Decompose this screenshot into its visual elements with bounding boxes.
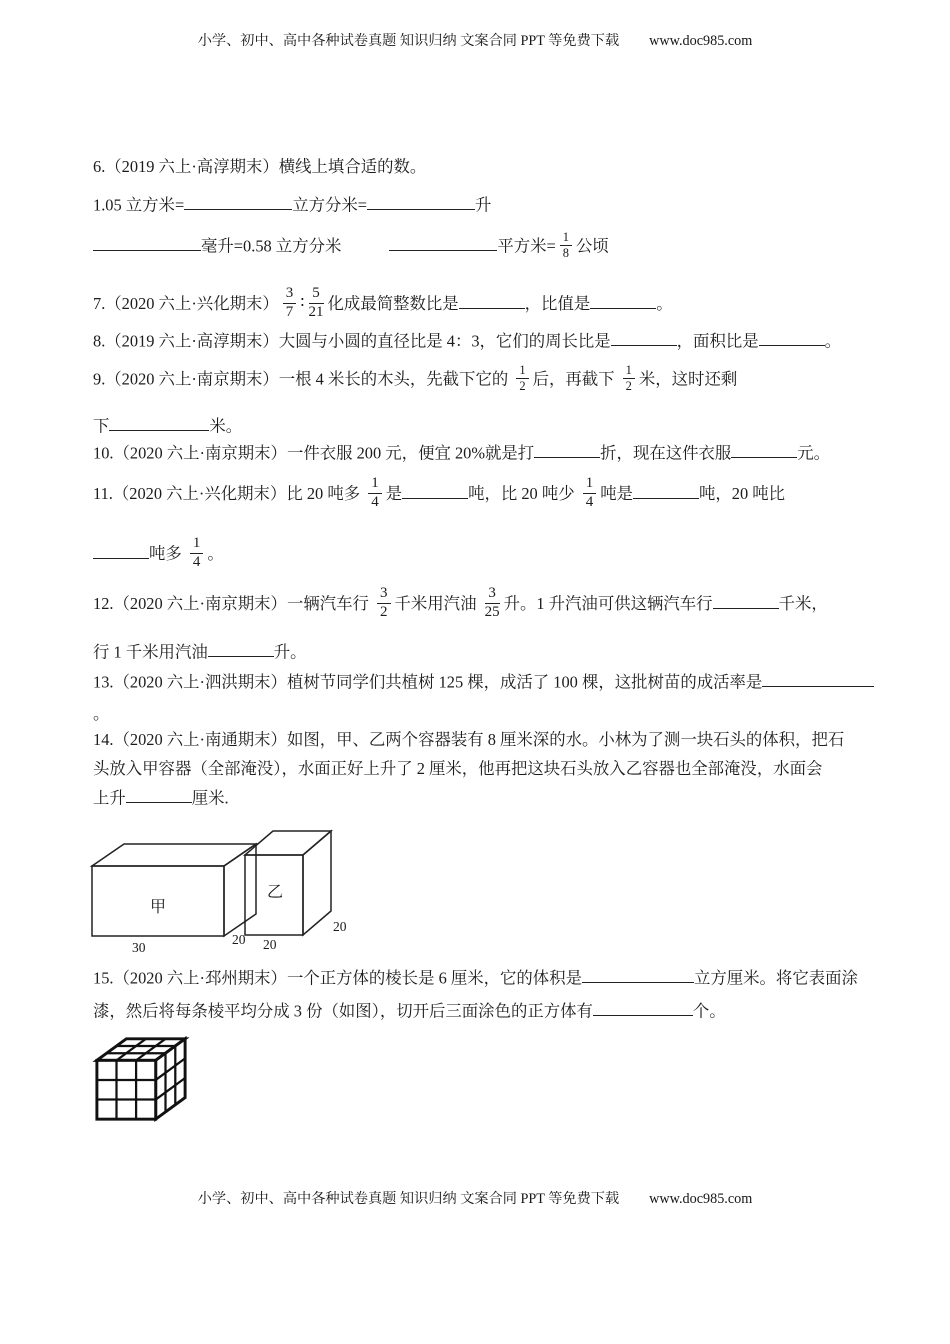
text-run: 折，现在这件衣服 (600, 443, 732, 463)
question-10-line-1 (93, 441, 830, 465)
text-run: 吨，比 20 吨少 (468, 484, 579, 504)
question-9-line-2 (93, 414, 242, 438)
cube-figure (92, 1032, 190, 1124)
fraction: $\frac{1}{8}$ (560, 231, 572, 260)
fraction: $\frac{5}{21}$ (308, 285, 324, 320)
text-run: 行 1 千米用汽油 (93, 642, 208, 662)
text-run: 12.（2020 六上·南京期末）一辆汽车行 (93, 594, 374, 614)
fraction: $\frac{1}{4}$ (583, 476, 597, 511)
answer-blank (93, 234, 201, 251)
text-run: 10.（2020 六上·南京期末）一件衣服 200 元，便宜 20%就是打 (93, 443, 535, 463)
answer-blank (126, 786, 192, 803)
question-12-line-2 (93, 640, 307, 664)
text-run: 是 (385, 484, 403, 504)
question-11-line-1 (93, 475, 786, 513)
fraction: $\frac{3}{2}$ (377, 586, 391, 621)
answer-blank (582, 966, 694, 983)
text-run: 下 (93, 416, 110, 436)
text-run: 。 (656, 294, 673, 314)
text-run: 1.05 立方米= (93, 195, 185, 215)
yi-side-face (303, 831, 331, 935)
fraction: $\frac{1}{2}$ (623, 364, 635, 393)
answer-blank (590, 292, 656, 309)
text-run: ∶ (300, 293, 305, 313)
answer-blank (93, 542, 149, 559)
text-run: 头放入甲容器（全部淹没），水面正好上升了 2 厘米，他再把这块石头放入乙容器也全部淹没，水面会 (93, 759, 823, 778)
page-header (0, 30, 950, 50)
question-11-line-2 (93, 535, 224, 573)
text-run: 元。 (797, 443, 831, 463)
question-14-line-2 (93, 757, 822, 781)
answer-blank (109, 414, 209, 431)
text-run: 8.（2019 六上·高淳期末）大圆与小圆的直径比是 4：3，它们的周长比是 (93, 331, 611, 351)
text-run: 吨是 (600, 484, 634, 504)
answer-blank (611, 329, 677, 346)
answer-blank (389, 234, 497, 251)
answer-blank (184, 193, 292, 210)
answer-blank (534, 441, 600, 458)
yi-bottom-dim: 20 (263, 937, 277, 951)
text-run: 9.（2020 六上·南京期末）一根 4 米长的木头，先截下它的 (93, 369, 513, 389)
container-jia-figure (88, 838, 260, 956)
fraction: $\frac{1}{2}$ (516, 364, 528, 393)
fraction: $\frac{3}{7}$ (283, 286, 297, 321)
text-run: 化成最简整数比是 (327, 294, 459, 314)
question-15-line-1 (93, 966, 858, 990)
text-run: 上升 (93, 788, 126, 808)
cube-front-face (97, 1060, 156, 1119)
text-run: 升。 (273, 642, 307, 662)
answer-blank (593, 999, 693, 1016)
header-url: www.doc985.com (649, 33, 753, 49)
answer-blank (759, 329, 825, 346)
text-run: 千米， (778, 594, 828, 614)
text-run: 平方米= (497, 236, 556, 256)
answer-blank (402, 482, 468, 499)
text-run: ，面积比是 (676, 331, 759, 351)
text-run: 。 (824, 331, 842, 351)
question-14-line-1 (93, 728, 844, 752)
page-footer (0, 1188, 950, 1208)
text-run: 厘米. (191, 788, 229, 808)
answer-blank (208, 640, 274, 657)
yi-label: 乙 (267, 884, 284, 901)
text-run: 6.（2019 六上·高淳期末）横线上填合适的数。 (93, 157, 427, 176)
text-run: 7.（2020 六上·兴化期末） (93, 294, 279, 314)
text-run: 11.（2020 六上·兴化期末）比 20 吨多 (93, 484, 365, 504)
text-run: 15.（2020 六上·邳州期末）一个正方体的棱长是 6 厘米，它的体积是 (93, 968, 582, 988)
footer-url: www.doc985.com (649, 1191, 753, 1207)
text-run: ，比值是 (524, 294, 591, 314)
yi-side-dim: 20 (333, 919, 347, 934)
question-7-line-1 (93, 285, 673, 323)
question-13-line-2 (93, 702, 109, 726)
fraction: $\frac{3}{25}$ (484, 585, 500, 620)
question-12-line-1 (93, 585, 828, 623)
text-run: 米。 (209, 416, 243, 436)
jia-side-dim: 20 (232, 932, 246, 947)
fraction: $\frac{1}{4}$ (190, 536, 204, 571)
question-6-line-3 (93, 230, 609, 262)
question-9-line-1 (93, 363, 738, 395)
header-text: 小学、初中、高中各种试卷真题 知识归纳 文案合同 PPT 等免费下载 (197, 33, 620, 49)
answer-blank (459, 292, 525, 309)
text-run: 个。 (692, 1001, 726, 1021)
question-8-line-1 (93, 329, 841, 353)
footer-text: 小学、初中、高中各种试卷真题 知识归纳 文案合同 PPT 等免费下载 (197, 1191, 620, 1207)
fraction: $\frac{1}{4}$ (368, 476, 382, 511)
jia-label: 甲 (150, 899, 167, 916)
question-13-line-1 (93, 670, 874, 694)
answer-blank (367, 193, 475, 210)
answer-blank (762, 670, 874, 687)
text-run: 吨多 (149, 544, 186, 564)
question-6-line-1 (93, 155, 426, 179)
text-run: 14.（2020 六上·南通期末）如图，甲、乙两个容器装有 8 厘米深的水。小林为了测一块石头的体积，把石 (93, 730, 845, 749)
text-run: 升 (475, 195, 492, 215)
text-run: 后，再截下 (532, 369, 619, 389)
answer-blank (713, 592, 779, 609)
text-run: 漆，然后将每条棱平均分成 3 份（如图），切开后三面涂色的正方体有 (93, 1001, 593, 1021)
text-run: 毫升=0.58 立方分米 (201, 236, 342, 256)
jia-top-face (92, 844, 256, 866)
text-run: 升。1 升汽油可供这辆汽车行 (503, 594, 713, 614)
text-run: 千米用汽油 (394, 594, 481, 614)
text-run: 。 (93, 704, 110, 723)
text-run: 立方厘米。将它表面涂 (693, 968, 858, 988)
answer-blank (731, 441, 797, 458)
text-run: 。 (207, 544, 224, 564)
question-6-line-2 (93, 193, 491, 217)
question-14-line-3 (93, 786, 229, 810)
text-run: 吨，20 吨比 (699, 484, 786, 504)
text-run: 米，这时还剩 (638, 369, 738, 389)
answer-blank (633, 482, 699, 499)
jia-bottom-dim: 30 (132, 940, 146, 955)
text-run: 立方分米= (292, 195, 368, 215)
text-run: 13.（2020 六上·泗洪期末）植树节同学们共植树 125 棵，成活了 100 棵，这批树苗的成活率是 (93, 672, 763, 692)
container-yi-figure (241, 815, 355, 951)
question-15-line-2 (93, 999, 726, 1023)
text-run: 公顷 (576, 236, 609, 256)
